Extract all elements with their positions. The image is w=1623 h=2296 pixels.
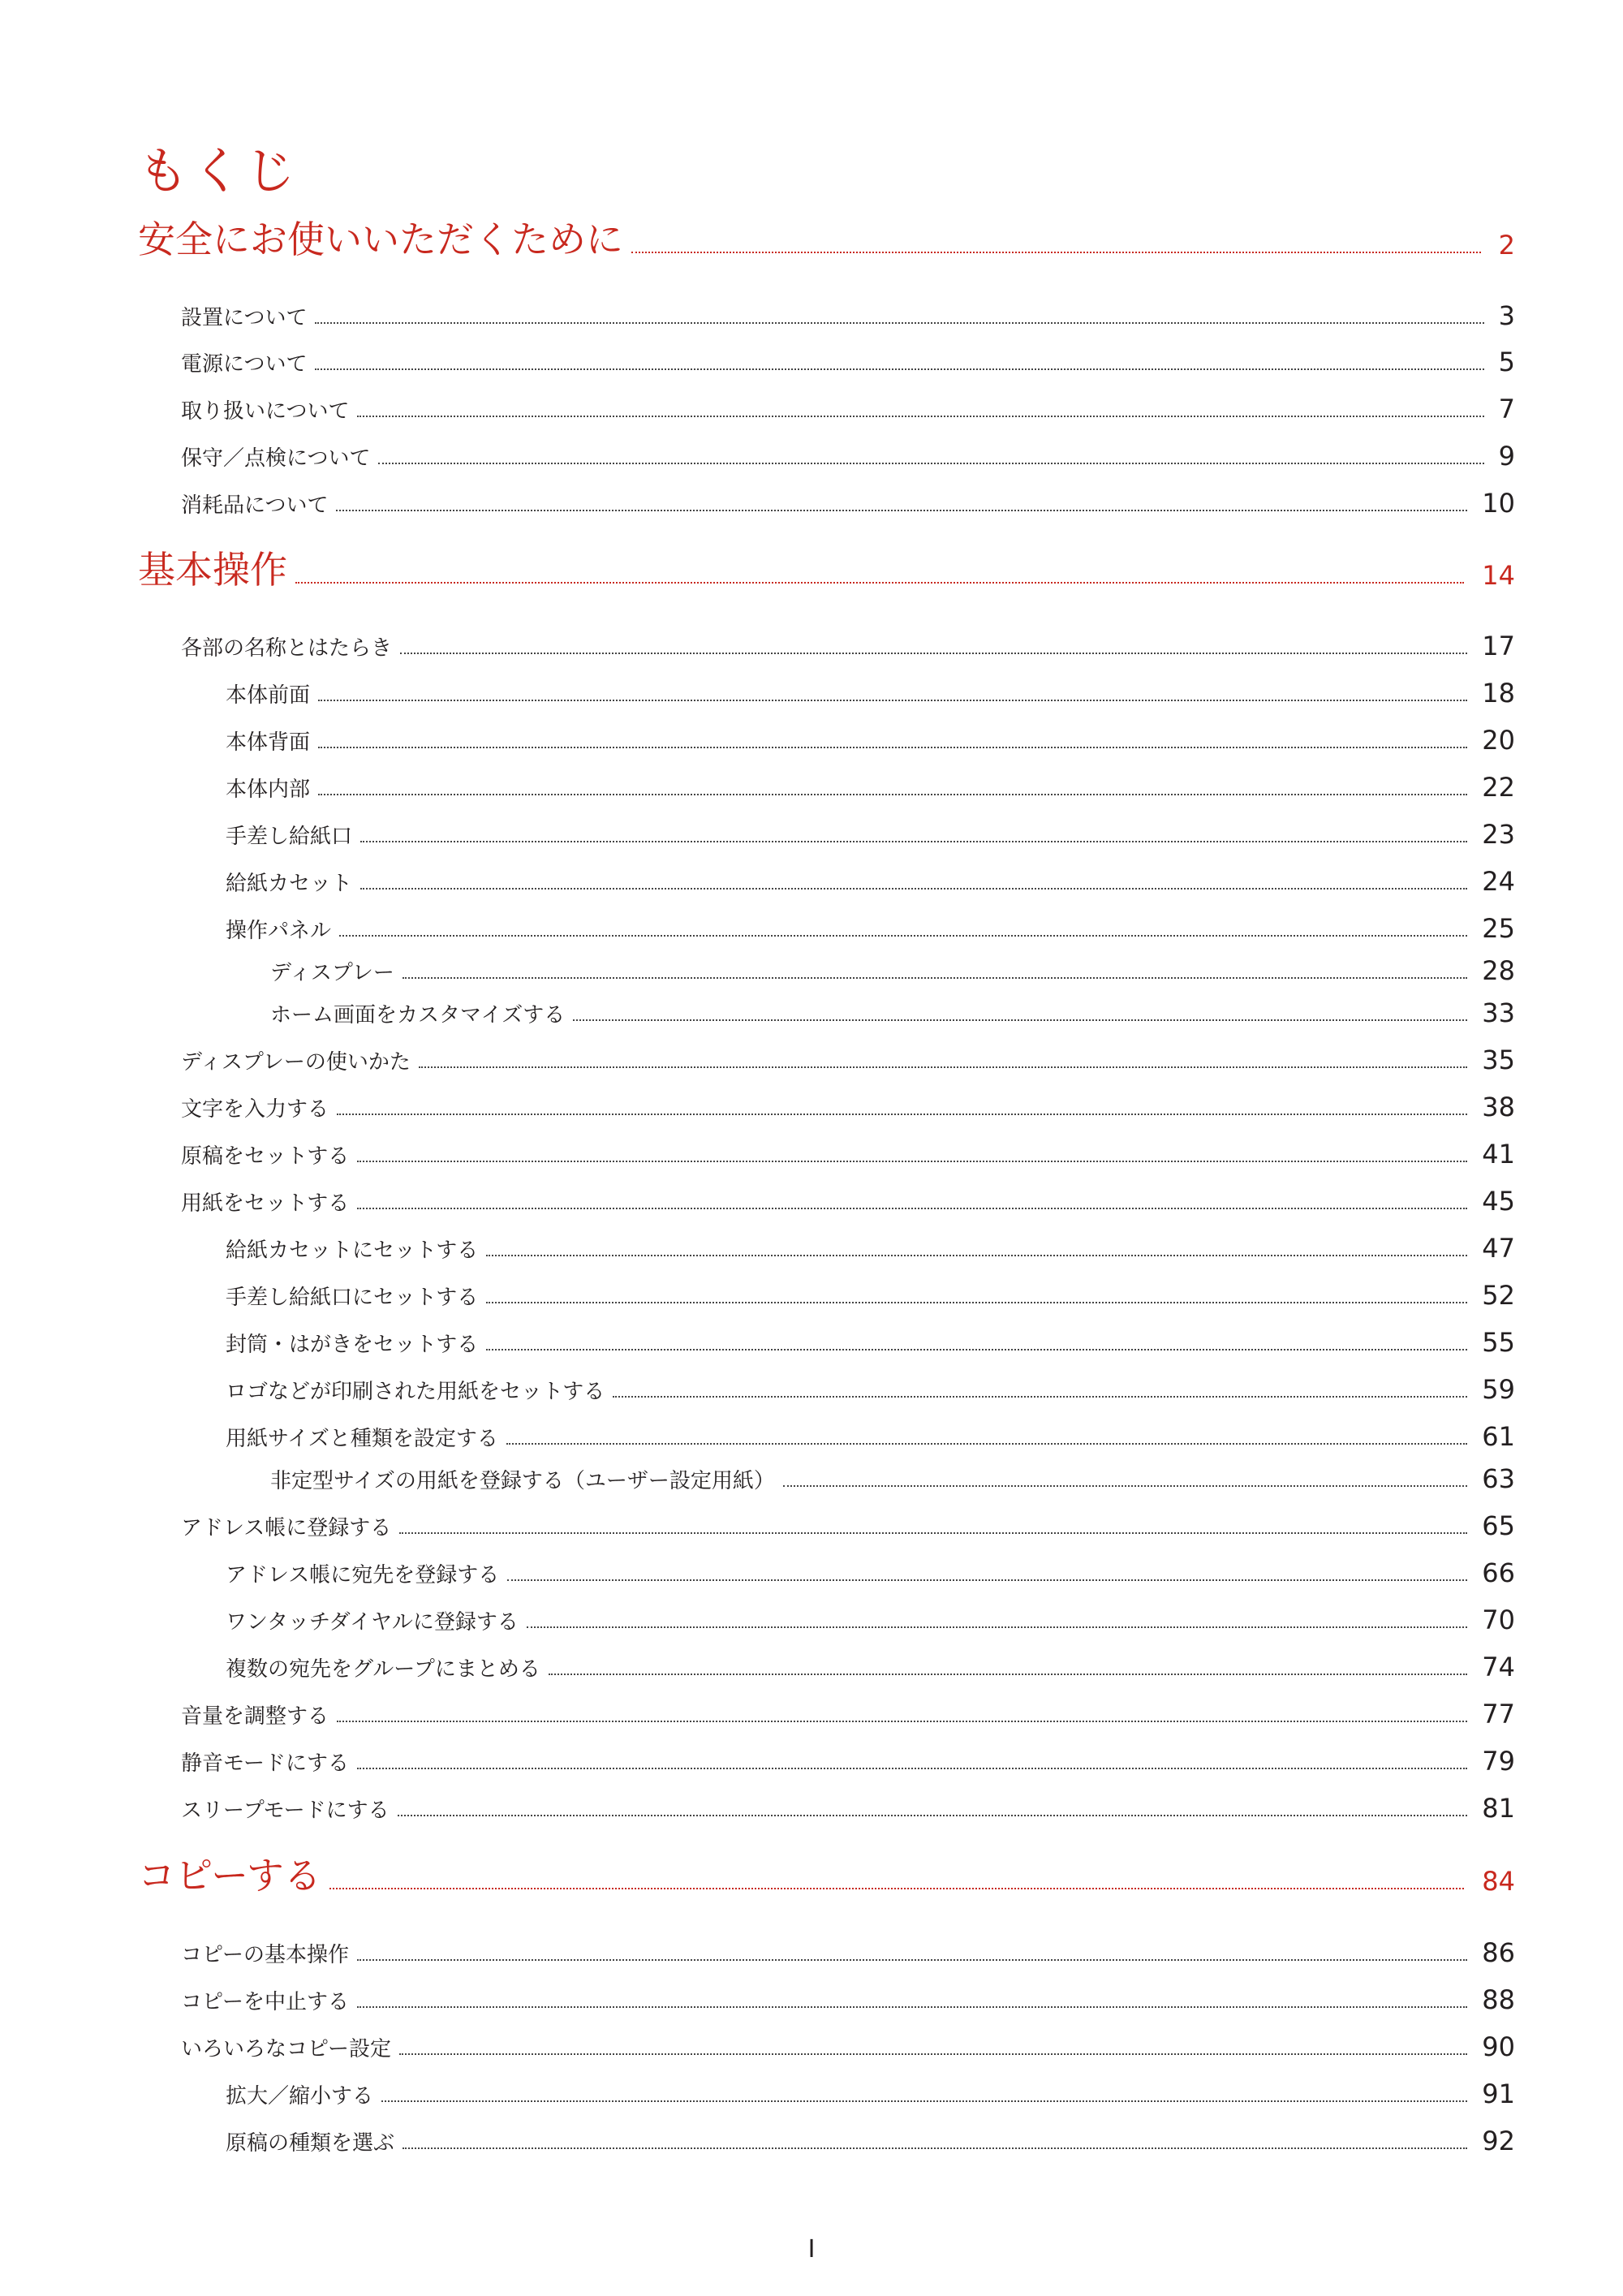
dot-leader xyxy=(419,1066,1467,1068)
toc-item[interactable] xyxy=(226,1232,1515,1264)
toc-item-page: 70 xyxy=(1482,1605,1515,1635)
toc-item-page: 66 xyxy=(1482,1557,1515,1588)
toc-item[interactable] xyxy=(181,1792,1515,1824)
toc-item-label: 手差し給紙口にセットする xyxy=(226,1286,479,1310)
toc-item-label: 保守／点検について xyxy=(181,446,371,471)
toc-item-label: 拡大／縮小する xyxy=(226,2084,374,2109)
toc-item-page: 86 xyxy=(1482,1937,1515,1968)
dot-leader xyxy=(295,582,1464,584)
toc-item-label: アドレス帳に宛先を登録する xyxy=(226,1563,500,1587)
toc-item-label: 電源について xyxy=(181,352,308,377)
toc-item[interactable] xyxy=(226,1557,1515,1586)
toc-item-label: コピーを中止する xyxy=(181,1990,349,2014)
dot-leader xyxy=(357,1959,1467,1961)
toc-item-label: 封筒・はがきをセットする xyxy=(226,1333,479,1357)
dot-leader xyxy=(573,1019,1467,1021)
toc-item-label: ディスプレー xyxy=(270,961,394,985)
dot-leader xyxy=(357,1161,1467,1162)
toc-item-page: 25 xyxy=(1482,913,1515,944)
dot-leader xyxy=(357,1208,1467,1209)
dot-leader xyxy=(486,1255,1467,1256)
toc-item-page: 91 xyxy=(1482,2078,1515,2109)
toc-item-label: 設置について xyxy=(181,306,308,330)
dot-leader xyxy=(329,1888,1464,1889)
toc-item-page: 2 xyxy=(1498,230,1515,261)
toc-item-label: ホーム画面をカスタマイズする xyxy=(270,1003,566,1027)
toc-item-page: 23 xyxy=(1482,819,1515,850)
toc-item[interactable] xyxy=(181,1936,1515,1966)
dot-leader xyxy=(631,252,1481,253)
toc-item-label: 原稿の種類を選ぶ xyxy=(226,2131,395,2156)
toc-item-page: 35 xyxy=(1482,1045,1515,1075)
toc-item-label: 給紙カセットにセットする xyxy=(226,1238,479,1263)
toc-item-label: 原稿をセットする xyxy=(181,1144,350,1169)
toc-chapter[interactable] xyxy=(138,1852,1515,1898)
toc-item-label: ディスプレーの使いかた xyxy=(181,1050,411,1075)
toc-item-label: コピーの基本操作 xyxy=(181,1943,349,1967)
toc-item-label: ワンタッチダイヤルに登録する xyxy=(226,1610,519,1635)
dot-leader xyxy=(507,1579,1467,1581)
toc-item[interactable] xyxy=(181,1138,1515,1170)
toc-item[interactable] xyxy=(226,818,1515,850)
toc-item-label: 静音モードにする xyxy=(181,1751,349,1776)
dot-leader xyxy=(403,977,1467,979)
toc-item-page: 77 xyxy=(1482,1699,1515,1730)
toc-item[interactable] xyxy=(181,299,1515,329)
dot-leader xyxy=(381,2100,1467,2102)
toc-item[interactable] xyxy=(181,1185,1515,1217)
toc-item[interactable] xyxy=(226,1651,1515,1680)
dot-leader xyxy=(357,1768,1467,1769)
toc-item-label: スリープモードにする xyxy=(181,1798,390,1823)
toc-item-label: アドレス帳に登録する xyxy=(181,1516,392,1540)
toc-item-page: 47 xyxy=(1482,1233,1515,1264)
toc-item-page: 10 xyxy=(1482,488,1515,519)
toc-item-label: 本体前面 xyxy=(226,683,311,708)
toc-item[interactable] xyxy=(181,1745,1515,1777)
toc-item-label: 用紙をセットする xyxy=(181,1191,350,1216)
dot-leader xyxy=(357,2006,1467,2008)
toc-item-label: 基本操作 xyxy=(138,548,287,592)
dot-leader xyxy=(399,2053,1467,2055)
toc-item[interactable] xyxy=(226,1279,1515,1311)
dot-leader xyxy=(549,1674,1467,1675)
toc-item-page: 52 xyxy=(1482,1280,1515,1311)
dot-leader xyxy=(318,747,1467,748)
toc-item-page: 59 xyxy=(1482,1374,1515,1405)
toc-item[interactable] xyxy=(226,865,1515,897)
toc-item[interactable] xyxy=(226,1604,1515,1633)
dot-leader xyxy=(378,463,1483,464)
toc-item-page: 84 xyxy=(1482,1866,1515,1897)
toc-item-page: 17 xyxy=(1482,631,1515,661)
dot-leader xyxy=(339,935,1467,937)
toc-item[interactable] xyxy=(226,1420,1515,1450)
toc-item-page: 55 xyxy=(1482,1327,1515,1358)
toc-item[interactable] xyxy=(181,2031,1515,2060)
dot-leader xyxy=(318,794,1467,795)
toc-item-page: 88 xyxy=(1482,1984,1515,2015)
toc-item-label: 給紙カセット xyxy=(226,872,353,896)
toc-item-label: 用紙サイズと種類を設定する xyxy=(226,1427,498,1451)
toc-item[interactable] xyxy=(226,677,1515,709)
dot-leader xyxy=(398,1815,1468,1816)
toc-item-page: 79 xyxy=(1482,1746,1515,1777)
toc-item-label: いろいろなコピー設定 xyxy=(181,2037,391,2061)
toc-item[interactable] xyxy=(270,954,1515,984)
toc-item-label: コピーする xyxy=(138,1854,321,1898)
dot-leader xyxy=(613,1396,1467,1398)
toc-item-page: 81 xyxy=(1482,1793,1515,1824)
toc-item[interactable] xyxy=(270,997,1515,1026)
toc-item-page: 14 xyxy=(1482,560,1515,591)
toc-item-label: 操作パネル xyxy=(226,919,332,943)
toc-item-page: 7 xyxy=(1498,394,1515,424)
dot-leader xyxy=(315,368,1483,370)
toc-item[interactable] xyxy=(226,1326,1515,1358)
dot-leader xyxy=(357,416,1483,417)
toc-item[interactable] xyxy=(226,724,1515,756)
toc-item[interactable] xyxy=(226,2078,1515,2107)
dot-leader xyxy=(400,653,1467,654)
toc-item[interactable] xyxy=(226,771,1515,803)
toc-item-label: 安全にお使いいただくために xyxy=(138,218,623,261)
toc-item[interactable] xyxy=(181,1698,1515,1730)
dot-leader xyxy=(360,841,1467,842)
toc-item-label: 本体背面 xyxy=(226,730,311,755)
toc-item-page: 28 xyxy=(1482,955,1515,986)
toc-item[interactable] xyxy=(226,2125,1515,2154)
dot-leader xyxy=(336,510,1467,511)
toc-item-page: 92 xyxy=(1482,2126,1515,2156)
toc-chapter[interactable] xyxy=(138,546,1515,592)
toc-item-label: 消耗品について xyxy=(181,493,329,518)
dot-leader xyxy=(337,1721,1467,1722)
page-number: I xyxy=(807,2235,816,2264)
toc-item-page: 33 xyxy=(1482,997,1515,1028)
toc-item-page: 63 xyxy=(1482,1463,1515,1494)
toc-item[interactable] xyxy=(226,912,1515,944)
toc-item-label: 各部の名称とはたらき xyxy=(181,636,393,661)
dot-leader xyxy=(399,1532,1467,1534)
dot-leader xyxy=(337,1114,1467,1115)
toc-item[interactable] xyxy=(226,1373,1515,1405)
toc-item-page: 45 xyxy=(1482,1186,1515,1217)
toc-item-page: 74 xyxy=(1482,1652,1515,1682)
dot-leader xyxy=(360,888,1467,890)
dot-leader xyxy=(506,1443,1467,1445)
toc-item-page: 38 xyxy=(1482,1092,1515,1122)
dot-leader xyxy=(783,1485,1467,1487)
toc-item-label: 複数の宛先をグループにまとめる xyxy=(226,1657,540,1682)
toc-item[interactable] xyxy=(181,487,1515,519)
toc-item[interactable] xyxy=(181,346,1515,375)
toc-item[interactable] xyxy=(181,1091,1515,1120)
toc-item[interactable] xyxy=(181,393,1515,422)
toc-item-label: 取り扱いについて xyxy=(181,399,350,424)
dot-leader xyxy=(318,700,1467,701)
dot-leader xyxy=(486,1349,1467,1350)
toc-item-page: 5 xyxy=(1498,347,1515,377)
toc-item-page: 24 xyxy=(1482,866,1515,897)
dot-leader xyxy=(486,1302,1467,1303)
toc-item-label: 手差し給紙口 xyxy=(226,825,353,849)
toc-item[interactable] xyxy=(270,1462,1515,1492)
toc-item-page: 65 xyxy=(1482,1510,1515,1541)
toc-item-page: 9 xyxy=(1498,441,1515,472)
toc-item[interactable] xyxy=(181,1510,1515,1539)
toc-item-page: 18 xyxy=(1482,678,1515,709)
toc-item[interactable] xyxy=(181,1984,1515,2013)
dot-leader xyxy=(315,322,1483,324)
toc-item-page: 3 xyxy=(1498,300,1515,331)
dot-leader xyxy=(527,1626,1467,1628)
dot-leader xyxy=(403,2147,1467,2149)
toc-chapter[interactable] xyxy=(138,216,1515,261)
page-title: もくじ xyxy=(138,141,299,200)
toc-item-label: 音量を調整する xyxy=(181,1704,329,1729)
toc-item-page: 22 xyxy=(1482,772,1515,803)
toc-item[interactable] xyxy=(181,440,1515,472)
toc-item[interactable] xyxy=(181,1044,1515,1073)
toc-item-label: 文字を入力する xyxy=(181,1097,329,1122)
toc-item-label: ロゴなどが印刷された用紙をセットする xyxy=(226,1380,605,1404)
toc-item-page: 20 xyxy=(1482,725,1515,756)
toc-item-label: 非定型サイズの用紙を登録する（ユーザー設定用紙） xyxy=(270,1469,775,1493)
toc-item-page: 41 xyxy=(1482,1139,1515,1170)
toc-item-page: 90 xyxy=(1482,2031,1515,2062)
toc-item-page: 61 xyxy=(1482,1421,1515,1452)
toc-item[interactable] xyxy=(181,630,1515,659)
toc-item-label: 本体内部 xyxy=(226,778,311,802)
